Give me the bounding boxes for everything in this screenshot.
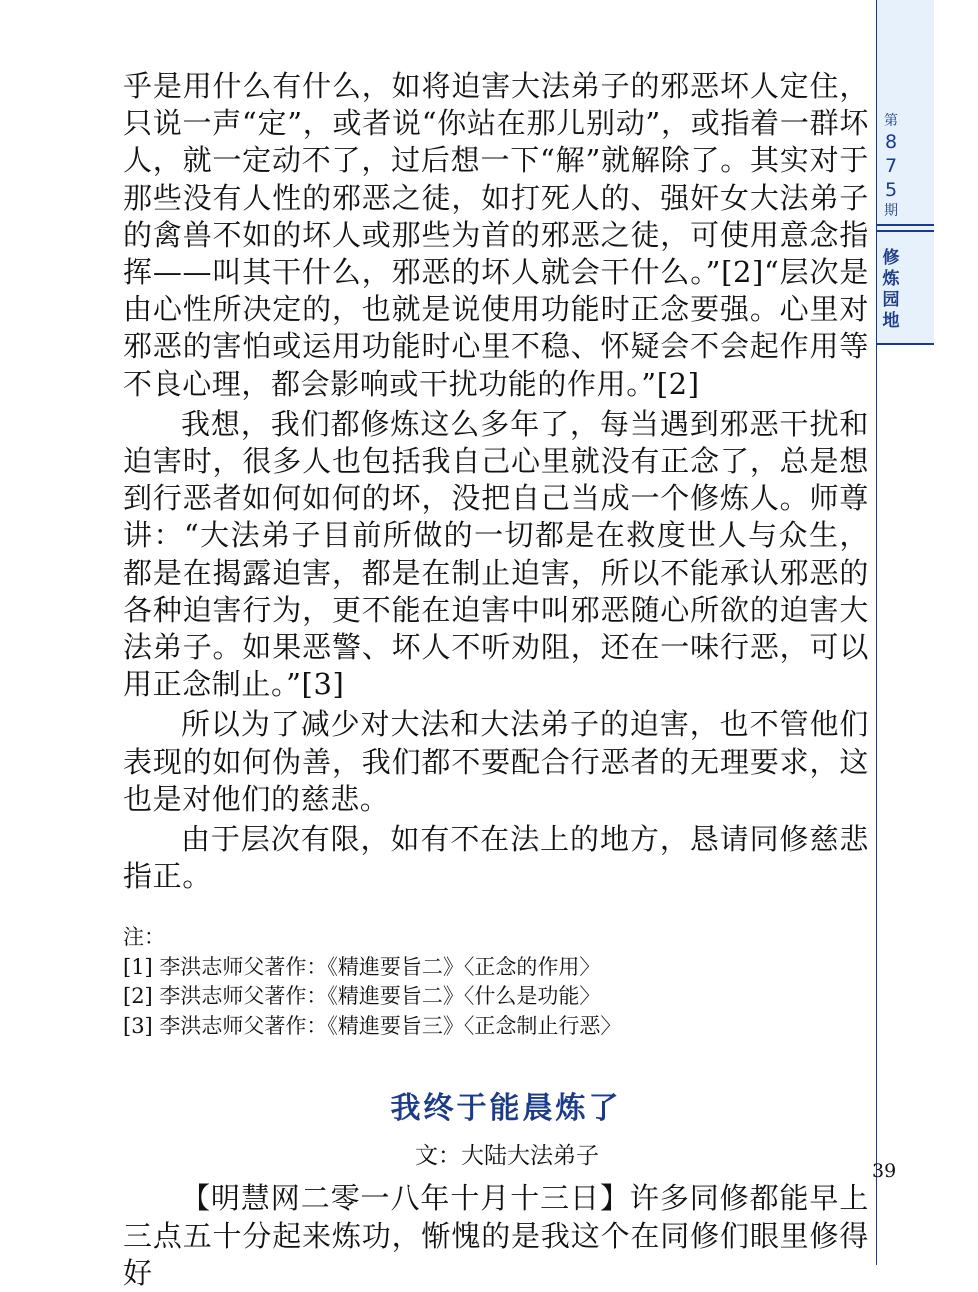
article-byline: 文：大陆大法弟子 <box>415 1143 599 1170</box>
body-paragraph: 由于层次有限，如有不在法上的地方，恳请同修慈悲指正。 <box>123 822 869 894</box>
sidebar-tab <box>876 0 934 1265</box>
section-name <box>876 248 906 332</box>
article-body: 【明慧网二零一八年十月十三日】许多同修都能早上三点五十分起来炼功，惭愧的是我这个在同修们眼里修得好 <box>123 1181 869 1290</box>
section-char: 地 <box>882 311 900 331</box>
sidebar-rule <box>876 230 934 232</box>
page-number: 39 <box>872 1160 897 1182</box>
issue-digit: 8 <box>884 131 898 153</box>
footnote-item: [3] 李洪志师父著作：《精進要旨三》〈正念制止行恶〉 <box>123 1013 622 1038</box>
section-char: 修 <box>882 248 900 268</box>
footnote-item: [2] 李洪志师父著作：《精進要旨二》〈什么是功能〉 <box>123 984 601 1009</box>
body-paragraph: 所以为了减少对大法和大法弟子的迫害，也不管他们表现的如何伪善，我们都不要配合行恶者的无理要求，这也是对他们的慈悲。 <box>123 707 869 816</box>
issue-prefix: 第 <box>884 113 898 129</box>
issue-digit: 5 <box>884 179 898 201</box>
sidebar-rule <box>876 224 934 226</box>
issue-digit: 7 <box>884 155 898 177</box>
footnotes <box>123 923 869 1041</box>
section-char: 园 <box>882 290 900 310</box>
sidebar-rule <box>876 343 934 345</box>
main-content <box>123 68 869 1292</box>
body-paragraph: 我想，我们都修炼这么多年了，每当遇到邪恶干扰和迫害时，很多人也包括我自己心里就没有正念了，总是想到行恶者如何如何的坏，没把自己当成一个修炼人。师尊讲：“大法弟子目前所做的一切都是在救度世人与众生，都是在揭露迫害，都是在制止迫害，所以不能承认邪恶的各种迫害行为，更不能在迫害中叫邪恶随心所欲的迫害大法弟子。如果恶警、坏人不听劝阻，还在一味行恶，可以用正念制止。”[3] <box>123 406 869 702</box>
footnotes-heading: 注： <box>123 925 165 950</box>
footnote-item: [1] 李洪志师父著作：《精進要旨二》〈正念的作用〉 <box>123 954 601 979</box>
article-title: 我终于能晨炼了 <box>390 1091 622 1127</box>
section-char: 炼 <box>882 269 900 289</box>
issue-number <box>876 112 906 220</box>
body-paragraph: 乎是用什么有什么，如将迫害大法弟子的邪恶坏人定住，只说一声“定”，或者说“你站在那儿别动”，或指着一群坏人，就一定动不了，过后想一下“解”就解除了。其实对于那些没有人性的邪恶之徒，如打死人的、强奸女大法弟子的禽兽不如的坏人或那些为首的邪恶之徒，可使用意念指挥——叫其干什么，邪恶的坏人就会干什么。”[2]“层次是由心性所决定的，也就是说使用功能时正念要强。心里对邪恶的害怕或运用功能时心里不稳、怀疑会不会起作用等不良心理，都会影响或干扰功能的作用。”[2] <box>123 69 869 401</box>
issue-suffix: 期 <box>884 203 898 219</box>
